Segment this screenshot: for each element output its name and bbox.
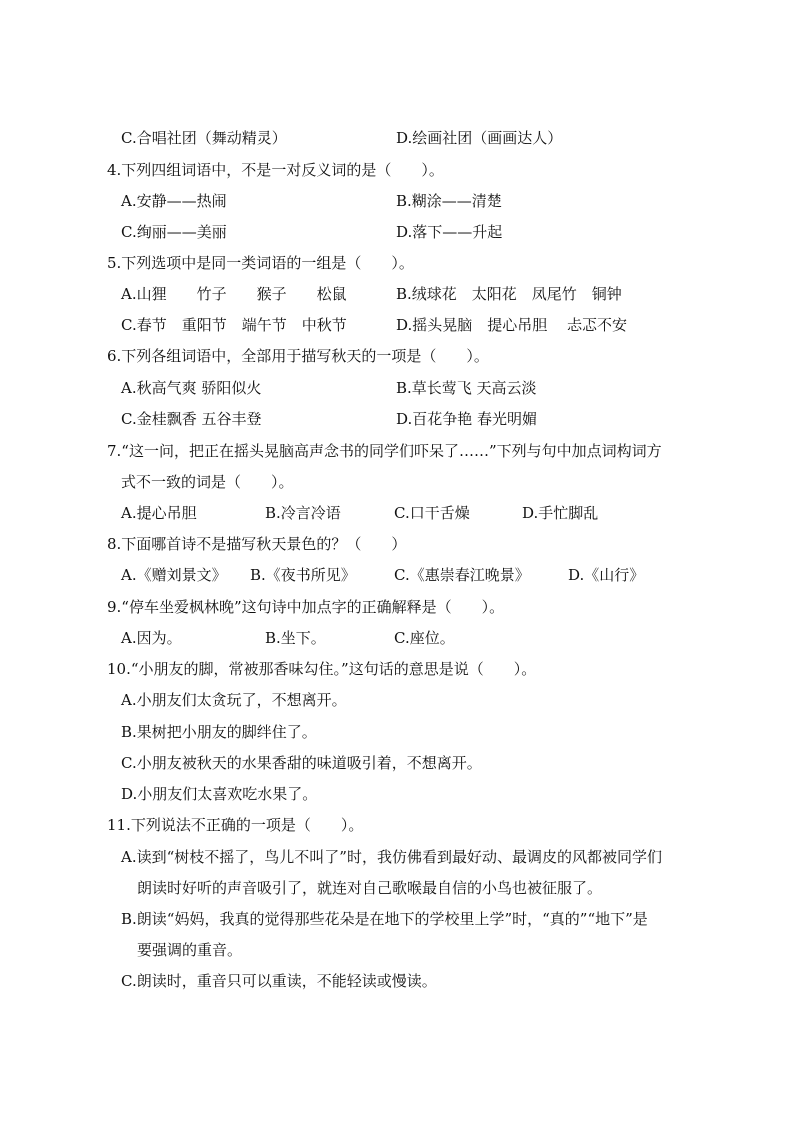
- q11-option-c: C.朗读时，重音只可以重读，不能轻读或慢读。: [121, 972, 437, 990]
- q5-stem: 5.下列选项中是同一类词语的一组是（ ）。: [107, 254, 414, 272]
- q4-option-b: B.糊涂——清楚: [396, 192, 502, 210]
- q7-option-a: A.提心吊胆: [121, 504, 197, 522]
- q6-option-a: A.秋高气爽 骄阳似火: [121, 379, 262, 397]
- q7-stem: 7.“这一问，把正在摇头晃脑高声念书的同学们吓呆了……”下列与句中加点词构词方: [107, 442, 662, 460]
- q10-option-c: C.小朋友被秋天的水果香甜的味道吸引着，不想离开。: [121, 754, 482, 772]
- q4-stem: 4.下列四组词语中，不是一对反义词的是（ ）。: [107, 161, 444, 179]
- q8-option-a: A.《赠刘景文》: [121, 566, 227, 584]
- q3-option-d: D.绘画社团（画画达人）: [396, 129, 563, 147]
- q11-option-b-continued: 要强调的重音。: [137, 941, 243, 959]
- q3-option-c: C.合唱社团（舞动精灵）: [121, 129, 287, 147]
- q10-option-b: B.果树把小朋友的脚绊住了。: [121, 723, 317, 741]
- q5-option-b: B.绒球花 太阳花 凤尾竹 铜钟: [396, 285, 622, 303]
- q9-option-b: B.坐下。: [265, 629, 326, 647]
- q4-option-c: C.绚丽——美丽: [121, 223, 227, 241]
- q6-stem: 6.下列各组词语中，全部用于描写秋天的一项是（ ）。: [107, 347, 489, 365]
- q6-option-d: D.百花争艳 春光明媚: [396, 410, 538, 428]
- q11-option-a-continued: 朗读时好听的声音吸引了，就连对自己歌喉最自信的小鸟也被征服了。: [137, 879, 603, 897]
- q9-option-c: C.座位。: [394, 629, 455, 647]
- q5-option-d: D.摇头晃脑 提心吊胆 忐忑不安: [396, 316, 628, 334]
- q11-option-b: B.朗读“妈妈，我真的觉得那些花朵是在地下的学校里上学”时，“真的”“地下”是: [121, 910, 648, 928]
- q10-option-d: D.小朋友们太喜欢吃水果了。: [121, 785, 318, 803]
- q8-option-c: C.《惠崇春江晚景》: [394, 566, 530, 584]
- q11-option-a: A.读到“树枝不摇了，鸟儿不叫了”时，我仿佛看到最好动、最调皮的风都被同学们: [121, 848, 662, 866]
- q11-stem: 11.下列说法不正确的一项是（ ）。: [107, 816, 364, 834]
- q5-option-a: A.山狸 竹子 猴子 松鼠: [121, 285, 347, 303]
- q8-stem: 8.下面哪首诗不是描写秋天景色的？（ ）: [107, 535, 407, 553]
- q4-option-a: A.安静——热闹: [121, 192, 227, 210]
- q8-option-d: D.《山行》: [568, 566, 645, 584]
- q8-option-b: B.《夜书所见》: [250, 566, 356, 584]
- q4-option-d: D.落下——升起: [396, 223, 503, 241]
- q7-option-c: C.口干舌燥: [394, 504, 470, 522]
- q10-stem: 10.“小朋友的脚，常被那香味勾住。”这句话的意思是说（ ）。: [107, 660, 537, 678]
- q10-option-a: A.小朋友们太贪玩了，不想离开。: [121, 691, 347, 709]
- q7-option-b: B.冷言冷语: [265, 504, 341, 522]
- q7-stem-continued: 式不一致的词是（ ）。: [121, 473, 294, 491]
- q7-option-d: D.手忙脚乱: [522, 504, 599, 522]
- q9-stem: 9.“停车坐爱枫林晚”这句诗中加点字的正确解释是（ ）。: [107, 598, 505, 616]
- q6-option-b: B.草长莺飞 天高云淡: [396, 379, 537, 397]
- q9-option-a: A.因为。: [121, 629, 182, 647]
- q5-option-c: C.春节 重阳节 端午节 中秋节: [121, 316, 347, 334]
- q6-option-c: C.金桂飘香 五谷丰登: [121, 410, 262, 428]
